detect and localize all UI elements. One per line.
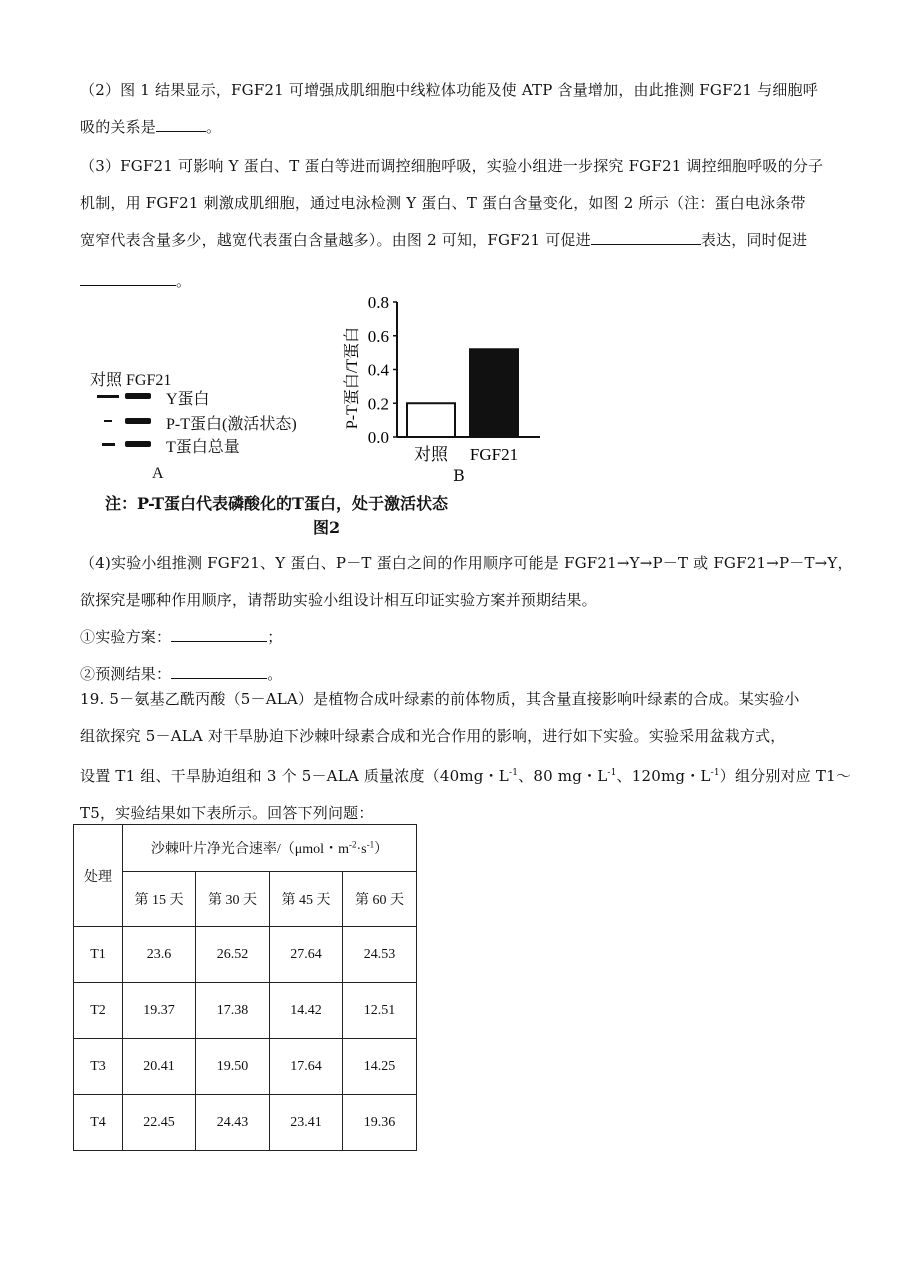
table-cell: 20.41 <box>123 1039 196 1095</box>
bar-control <box>407 403 455 437</box>
figure-caption: 图2 <box>313 518 341 537</box>
q3-line2: 机制，用 FGF21 刺激成肌细胞，通过电泳检测 Y 蛋白、T 蛋白含量变化，如图 2 所示（注：蛋白电泳条带 <box>80 194 806 212</box>
control-band <box>97 395 119 398</box>
table-row <box>74 927 417 983</box>
bar-chart <box>335 290 545 465</box>
table-header-row <box>74 825 417 872</box>
q4-item1-end: ； <box>267 628 283 646</box>
group-header-text: ） <box>374 842 389 857</box>
question-2 <box>80 72 825 146</box>
x-tick-label: FGF21 <box>469 445 519 464</box>
x-tick-label: 对照 <box>414 445 448 464</box>
table-cell: 24.43 <box>196 1095 270 1151</box>
table-cell: 23.41 <box>270 1095 343 1151</box>
table-cell: 17.38 <box>196 983 270 1039</box>
q19-line3 <box>80 755 852 795</box>
photosynthesis-table <box>73 824 417 1151</box>
row-label: T1 <box>74 927 123 983</box>
blot-column-headers: 对照 FGF21 <box>90 372 172 389</box>
q2-line1: （2）图 1 结果显示，FGF21 可增强成肌细胞中线粒体功能及使 ATP 含量增加，由此推测 FGF21 与细胞呼 <box>80 81 818 99</box>
table-cell: 12.51 <box>343 983 417 1039</box>
blot-band-row <box>97 436 151 452</box>
control-band <box>104 420 112 422</box>
blot-band-label: P-T蛋白(激活状态) <box>166 416 297 433</box>
table-cell: 19.37 <box>123 983 196 1039</box>
q19-line2: 组欲探究 5－ALA 对干旱胁迫下沙棘叶绿素合成和光合作用的影响，进行如下实验。实验采用盆栽方式， <box>80 727 786 745</box>
q3-line1: （3）FGF21 可影响 Y 蛋白、T 蛋白等进而调控细胞呼吸，实验小组进一步探究 FGF21 调控细胞呼吸的分子 <box>80 157 824 175</box>
answer-blank[interactable] <box>591 228 701 245</box>
q4-item2-label: ②预测结果： <box>80 665 172 683</box>
superscript: -1 <box>508 768 519 778</box>
table-row <box>74 983 417 1039</box>
q2-line2-text: 吸的关系是 <box>80 118 157 136</box>
table-cell: 26.52 <box>196 927 270 983</box>
q3-line3 <box>80 222 825 259</box>
q19-line4: T5，实验结果如下表所示。回答下列问题： <box>80 804 374 822</box>
answer-blank[interactable] <box>171 625 267 642</box>
y-axis-label: P-T蛋白/T蛋白 <box>344 326 361 430</box>
q2-line2-end: 。 <box>206 118 222 136</box>
column-header: 第 15 天 <box>123 872 196 927</box>
fgf21-band <box>125 393 151 399</box>
q3-line4-end: 。 <box>176 272 192 290</box>
superscript: -2 <box>348 839 357 850</box>
q19-line3-part: 设置 T1 组、干旱胁迫组和 3 个 5－ALA 质量浓度（40mg・L <box>80 767 509 785</box>
question-4 <box>80 545 853 693</box>
bar-fgf21 <box>470 349 518 437</box>
answer-blank[interactable] <box>156 115 206 132</box>
superscript: -1 <box>710 768 720 778</box>
row-header-cell: 处理 <box>74 825 123 927</box>
fgf21-band <box>125 418 151 424</box>
group-header-text: ·s <box>356 842 367 857</box>
q4-item2-end: 。 <box>267 665 283 683</box>
row-label: T4 <box>74 1095 123 1151</box>
table-cell: 17.64 <box>270 1039 343 1095</box>
q4-item1 <box>80 619 825 656</box>
y-tick-label: 0.2 <box>367 394 389 414</box>
blot-band-row <box>97 388 151 404</box>
table-cell: 24.53 <box>343 927 417 983</box>
table-row <box>74 1039 417 1095</box>
column-header-row <box>74 872 417 927</box>
fgf21-band <box>125 441 151 447</box>
q19-line3-part: ）组分别对应 T1～ <box>719 767 852 785</box>
table-cell: 19.50 <box>196 1039 270 1095</box>
figure-note: 注：P-T蛋白代表磷酸化的T蛋白，处于激活状态 <box>105 494 448 513</box>
answer-blank[interactable] <box>171 662 267 679</box>
table-row <box>74 1095 417 1151</box>
table-cell: 23.6 <box>123 927 196 983</box>
q19-line3-part: 、80 mg・L <box>518 767 608 785</box>
answer-blank[interactable] <box>80 269 176 286</box>
column-header: 第 30 天 <box>196 872 270 927</box>
y-tick-label: 0.0 <box>367 428 389 447</box>
panel-b-label: B <box>453 466 465 485</box>
row-label: T3 <box>74 1039 123 1095</box>
y-tick-label: 0.6 <box>367 326 389 346</box>
q19-line3-part: 、120mg・L <box>616 767 711 785</box>
panel-a-label: A <box>152 465 164 482</box>
row-label: T2 <box>74 983 123 1039</box>
blot-band-row <box>97 413 151 429</box>
superscript: -1 <box>366 839 375 850</box>
superscript: -1 <box>607 768 617 778</box>
y-tick-label: 0.4 <box>367 360 389 380</box>
group-header-text: 沙棘叶片净光合速率/（μmol・m <box>150 842 349 857</box>
table-cell: 14.25 <box>343 1039 417 1095</box>
control-band <box>102 443 115 446</box>
column-header: 第 45 天 <box>270 872 343 927</box>
column-header: 第 60 天 <box>343 872 417 927</box>
question-19 <box>80 681 852 832</box>
q4-line2: 欲探究是哪种作用顺序，请帮助实验小组设计相互印证实验方案并预期结果。 <box>80 591 597 609</box>
q3-line3-text-2: 表达，同时促进 <box>700 231 808 249</box>
question-3 <box>80 148 825 300</box>
table-cell: 27.64 <box>270 927 343 983</box>
q4-item1-label: ①实验方案： <box>80 628 172 646</box>
table-cell: 19.36 <box>343 1095 417 1151</box>
y-tick-label: 0.8 <box>367 293 389 312</box>
q2-line2 <box>80 109 825 146</box>
q19-line1: 19. 5－氨基乙酰丙酸（5－ALA）是植物合成叶绿素的前体物质，其含量直接影响叶绿素的合成。某实验小 <box>80 690 800 708</box>
table-cell: 14.42 <box>270 983 343 1039</box>
blot-band-label: T蛋白总量 <box>166 439 240 456</box>
q3-line3-text: 宽窄代表含量多少，越宽代表蛋白含量越多）。由图 2 可知，FGF21 可促进 <box>80 231 591 249</box>
table-cell: 22.45 <box>123 1095 196 1151</box>
q4-line1: （4)实验小组推测 FGF21、Y 蛋白、P－T 蛋白之间的作用顺序可能是 FGF21→Y→P－T 或 FGF21→P－T→Y， <box>80 554 853 572</box>
group-header-cell <box>123 825 417 872</box>
blot-band-label: Y蛋白 <box>166 391 210 408</box>
